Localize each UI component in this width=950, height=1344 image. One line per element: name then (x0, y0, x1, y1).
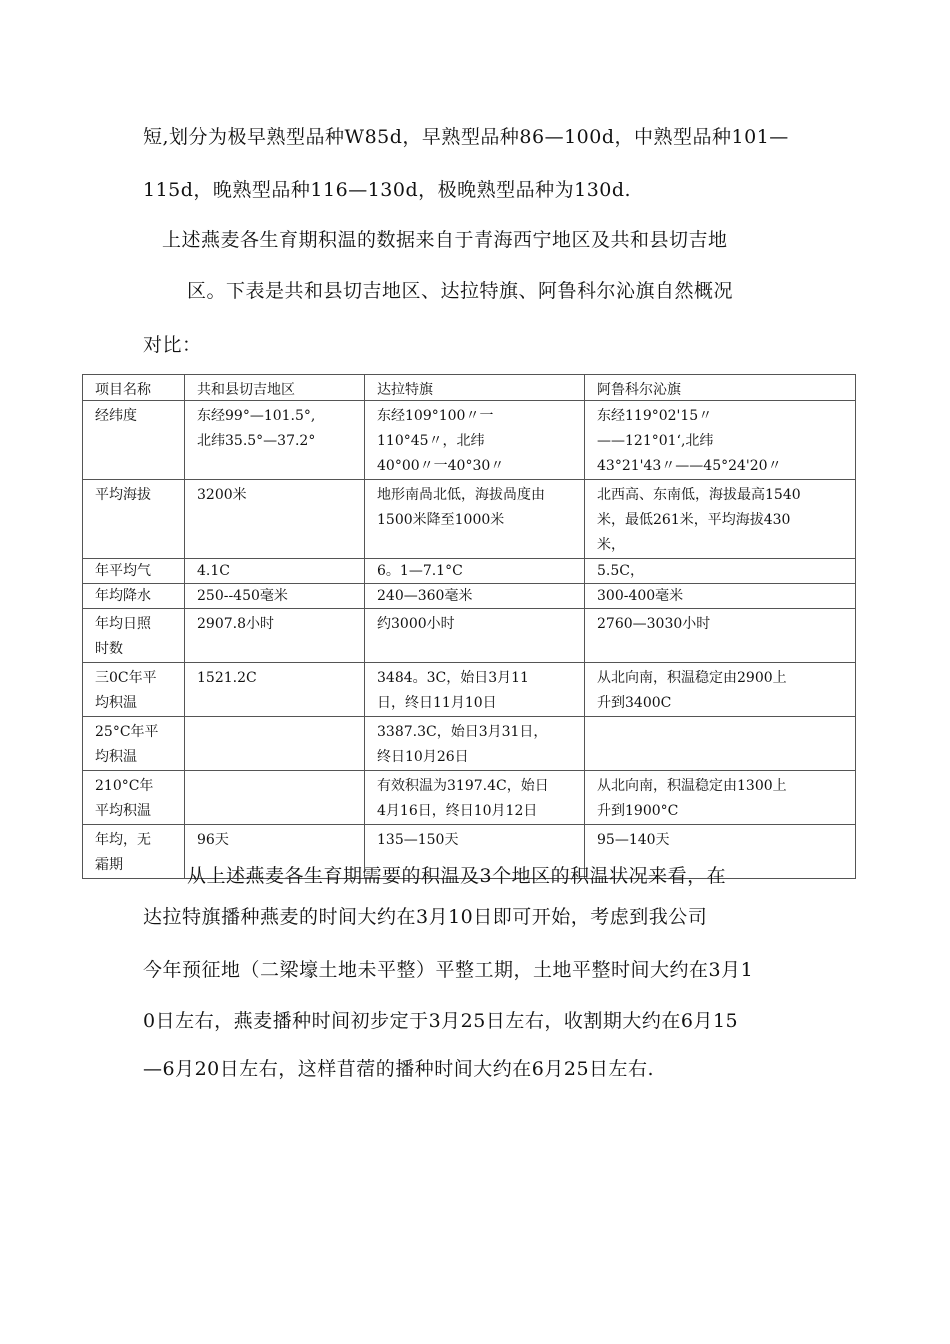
cell-line: 300-400毫米 (597, 588, 684, 604)
table-cell (365, 559, 585, 584)
table-row (83, 771, 856, 825)
cell-line: 40°00〃一40°30〃 (377, 458, 505, 474)
table-cell (185, 559, 365, 584)
table-cell (365, 663, 585, 717)
table-cell (365, 771, 585, 825)
table-cell (585, 717, 856, 771)
intro-line-4: 区。下表是共和县切吉地区、达拉特旗、阿鲁科尔沁旗自然概况 (187, 280, 734, 302)
outro-line-3: 今年预征地（二梁壕土地未平整）平整工期，土地平整时间大约在3月1 (143, 959, 754, 981)
table-cell (185, 584, 365, 609)
cell-line: 经纬度 (95, 408, 137, 424)
cell-line: 东经119°02'15〃 (597, 408, 713, 424)
table-cell (185, 480, 365, 559)
cell-line: 25°C年平 (95, 724, 159, 740)
cell-line: 95—140天 (597, 832, 670, 848)
table-row (83, 480, 856, 559)
cell-line: 5.5C， (597, 563, 644, 579)
cell-line: 东经109°100〃一 (377, 408, 494, 424)
cell-line: 约3000小时 (377, 616, 455, 632)
outro-line-2: 达拉特旗播种燕麦的时间大约在3月10日即可开始，考虑到我公司 (143, 906, 708, 928)
comparison-table (82, 374, 856, 879)
table-cell (585, 401, 856, 480)
table-row (83, 663, 856, 717)
table-cell (185, 401, 365, 480)
cell-line: 43°21'43〃——45°24'20〃 (597, 458, 782, 474)
cell-line: 210°C年 (95, 778, 154, 794)
row-label (83, 609, 185, 663)
cell-line: 6。1—7.1°C (377, 563, 463, 579)
row-label (83, 401, 185, 480)
table-cell (185, 771, 365, 825)
cell-line: 平均海拔 (95, 487, 151, 503)
outro-line-1: 从上述燕麦各生育期需要的积温及3个地区的积温状况来看，在 (187, 865, 727, 887)
header-cell: 阿鲁科尔沁旗 (585, 375, 856, 401)
cell-line: 均积温 (95, 695, 137, 711)
table-cell (585, 584, 856, 609)
cell-line: 年均日照 (95, 616, 151, 632)
table-cell (185, 609, 365, 663)
cell-line: 升到3400C (597, 695, 672, 711)
table-row (83, 609, 856, 663)
cell-line: 135—150天 (377, 832, 459, 848)
intro-line-3: 上述燕麦各生育期积温的数据来自于青海西宁地区及共和县切吉地 (162, 229, 728, 251)
cell-line: 米，最低261米，平均海拔430 (597, 512, 791, 528)
outro-line-5: —6月20日左右，这样苜蓿的播种时间大约在6月25日左右. (143, 1058, 655, 1080)
table-cell (185, 717, 365, 771)
cell-line: 1521.2C (197, 670, 257, 686)
header-cell: 项目名称 (83, 375, 185, 401)
cell-line: 三0C年平 (95, 670, 157, 686)
cell-line: 96天 (197, 832, 229, 848)
table-header-row (83, 375, 856, 401)
cell-line: 2760—3030小时 (597, 616, 711, 632)
row-label (83, 559, 185, 584)
table-cell (585, 480, 856, 559)
cell-line: 1500米降至1000米 (377, 512, 505, 528)
cell-line: 时数 (95, 641, 123, 657)
cell-line: ——121°01‘,北纬 (597, 433, 714, 449)
cell-line: 从北向南，积温稳定由2900上 (597, 670, 787, 686)
cell-line: 110°45〃，北纬 (377, 433, 485, 449)
row-label (83, 663, 185, 717)
intro-line-2: 115d，晚熟型品种116—130d，极晚熟型品种为130d. (143, 179, 632, 201)
row-label (83, 771, 185, 825)
cell-line: 240—360毫米 (377, 588, 473, 604)
cell-line: 3387.3C，始日3月31日， (377, 724, 548, 740)
cell-line: 3200米 (197, 487, 247, 503)
cell-line: 日，终日11月10日 (377, 695, 497, 711)
table-row (83, 584, 856, 609)
table-row (83, 717, 856, 771)
table-cell (365, 584, 585, 609)
cell-line: 地形南咼北低，海拔咼度由 (377, 487, 545, 503)
cell-line: 均积温 (95, 749, 137, 765)
table-cell (365, 480, 585, 559)
cell-line: 北纬35.5°—37.2° (197, 433, 316, 449)
header-cell: 达拉特旗 (365, 375, 585, 401)
cell-line: 年均降水 (95, 588, 151, 604)
cell-line: 4月16日，终日10月12日 (377, 803, 538, 819)
table-cell (365, 609, 585, 663)
cell-line: 从北向南，积温稳定由1300上 (597, 778, 787, 794)
cell-line: 4.1C (197, 563, 230, 579)
cell-line: 米， (597, 537, 625, 553)
cell-line: 东经99°—101.5°, (197, 408, 316, 424)
cell-line: 终日10月26日 (377, 749, 469, 765)
cell-line: 3484。3C，始日3月11 (377, 670, 529, 686)
row-label (83, 584, 185, 609)
row-label (83, 717, 185, 771)
cell-line: 2907.8小时 (197, 616, 274, 632)
row-label (83, 480, 185, 559)
cell-line: 年平均气 (95, 563, 151, 579)
table-cell (585, 559, 856, 584)
cell-line: 北西高、东南低，海拔最高1540 (597, 487, 801, 503)
table-cell (365, 717, 585, 771)
table-cell (365, 401, 585, 480)
header-cell: 共和县切吉地区 (185, 375, 365, 401)
table-cell (585, 663, 856, 717)
cell-line: 升到1900°C (597, 803, 679, 819)
cell-line: 年均，无 (95, 832, 151, 848)
intro-line-1: 短,划分为极早熟型品种W85d，早熟型品种86—100d，中熟型品种101— (143, 126, 789, 148)
outro-line-4: 0日左右，燕麦播种时间初步定于3月25日左右，收割期大约在6月15 (143, 1010, 739, 1032)
table-cell (585, 771, 856, 825)
cell-line: 有效积温为3197.4C，始日 (377, 778, 549, 794)
cell-line: 霜期 (95, 857, 123, 873)
cell-line: 平均积温 (95, 803, 151, 819)
intro-line-5: 对比： (143, 334, 202, 356)
table-cell (185, 663, 365, 717)
row-label (83, 825, 185, 879)
table-row (83, 401, 856, 480)
table-cell (585, 609, 856, 663)
table-row (83, 559, 856, 584)
cell-line: 250--450毫米 (197, 588, 288, 604)
